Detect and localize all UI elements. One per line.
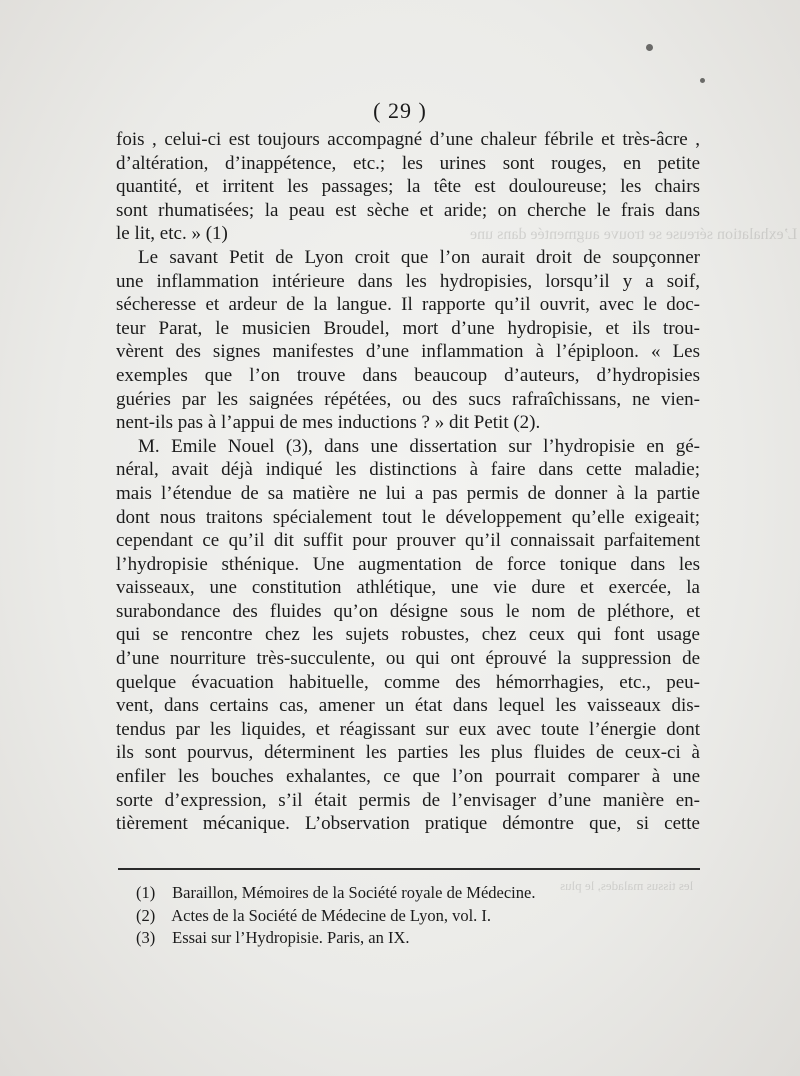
text-line: sont rhumatisées; la peau est sèche et aride; on cherche le frais dans (116, 199, 700, 221)
text-line: sécheresse et ardeur de la langue. Il rapporte qu’il ouvrit, avec le doc- (116, 294, 700, 316)
text-line: quantité, et irritent les passages; la tête est douloureuse; les chairs (116, 176, 700, 198)
text-line: une inflammation intérieure dans les hydropisies, lorsqu’il y a soif, (116, 270, 700, 292)
text-line: enfiler les bouches exhalantes, ce que l’on pourrait comparer à une (116, 766, 700, 788)
body-text (116, 128, 700, 836)
text-line: Le savant Petit de Lyon croit que l’on aurait droit de soupçonner (138, 246, 700, 268)
footnote-divider (118, 868, 700, 870)
text-line: tendus par les liquides, et réagissant sur eux avec toute l’énergie dont (116, 718, 700, 740)
text-line: d’altération, d’inappétence, etc.; les urines sont rouges, en petite (116, 152, 700, 174)
text-line: quelque évacuation habituelle, comme des hémorrhagies, etc., peu- (116, 671, 700, 693)
footnote-text: Actes de la Société de Médecine de Lyon, vol. I. (171, 905, 492, 925)
footnote-number: (1) (136, 883, 156, 902)
footnote (136, 882, 696, 905)
text-line: vaisseaux, une constitution athlétique, une vie dure et exercée, la (116, 577, 700, 599)
ink-spot (646, 44, 653, 51)
text-line: sorte d’expression, s’il était permis de l’envisager d’une manière en- (116, 789, 700, 811)
text-line: qui se rencontre chez les sujets robustes, chez ceux qui font usage (116, 624, 700, 646)
text-line: tièrement mécanique. L’observation pratique démontre que, si cette (116, 813, 700, 835)
footnote-number: (3) (136, 928, 156, 947)
text-line: vèrent des signes manifestes d’une inflammation à l’épiploon. « Les (116, 341, 700, 363)
text-line: vent, dans certains cas, amener un état dans lequel les vaisseaux dis- (116, 695, 700, 717)
text-line: cependant ce qu’il dit suffit pour prouver qu’il connaissait parfaitement (116, 530, 700, 552)
text-line: mais l’étendue de sa matière ne lui a pas permis de donner à la partie (116, 482, 700, 504)
footnote-text: Essai sur l’Hydropisie. Paris, an IX. (172, 928, 410, 947)
footnote-number: (2) (136, 905, 156, 925)
text-line: néral, avait déjà indiqué les distinctions à faire dans cette maladie; (116, 459, 700, 481)
text-line: teur Parat, le musicien Broudel, mort d’une hydropisie, et ils trou- (116, 317, 700, 339)
text-line: M. Emile Nouel (3), dans une dissertation sur l’hydropisie en gé- (138, 435, 700, 457)
text-line: fois , celui-ci est toujours accompagné d’une chaleur fébrile et très-âcre , (116, 129, 700, 150)
show-through-text: L’exhalation séreuse se trouve augmentée dans une (470, 226, 798, 243)
footnote-text: Baraillon, Mémoires de la Société royale de Médecine. (172, 883, 536, 902)
show-through-text: les tissus malades, le plus (560, 878, 694, 893)
text-line: d’une nourriture très-succulente, ou qui ont éprouvé la suppression de (116, 648, 700, 670)
page-number: ( 29 ) (373, 98, 427, 123)
text-line: exemples que l’on trouve dans beaucoup d’auteurs, d’hydropisies (116, 364, 700, 386)
ink-spot (700, 78, 705, 83)
text-line: surabondance des fluides qu’on désigne sous le nom de pléthore, et (116, 600, 700, 622)
text-line: l’hydropisie sthénique. Une augmentation de force tonique dans les (116, 553, 700, 575)
text-line: ils sont pourvus, déterminent les parties les plus fluides de ceux-ci à (116, 742, 700, 764)
text-line: le lit, etc. » (1) (116, 223, 228, 245)
text-line: dont nous traitons spécialement tout le développement qu’elle exigeait; (116, 506, 700, 528)
footnote (136, 927, 696, 950)
footnotes (136, 882, 696, 950)
text-line: guéries par les saignées répétées, ou des sucs rafraîchissans, ne vien- (116, 388, 700, 410)
footnote (136, 905, 696, 928)
text-line: nent-ils pas à l’appui de mes inductions ? » dit Petit (2). (116, 412, 541, 434)
